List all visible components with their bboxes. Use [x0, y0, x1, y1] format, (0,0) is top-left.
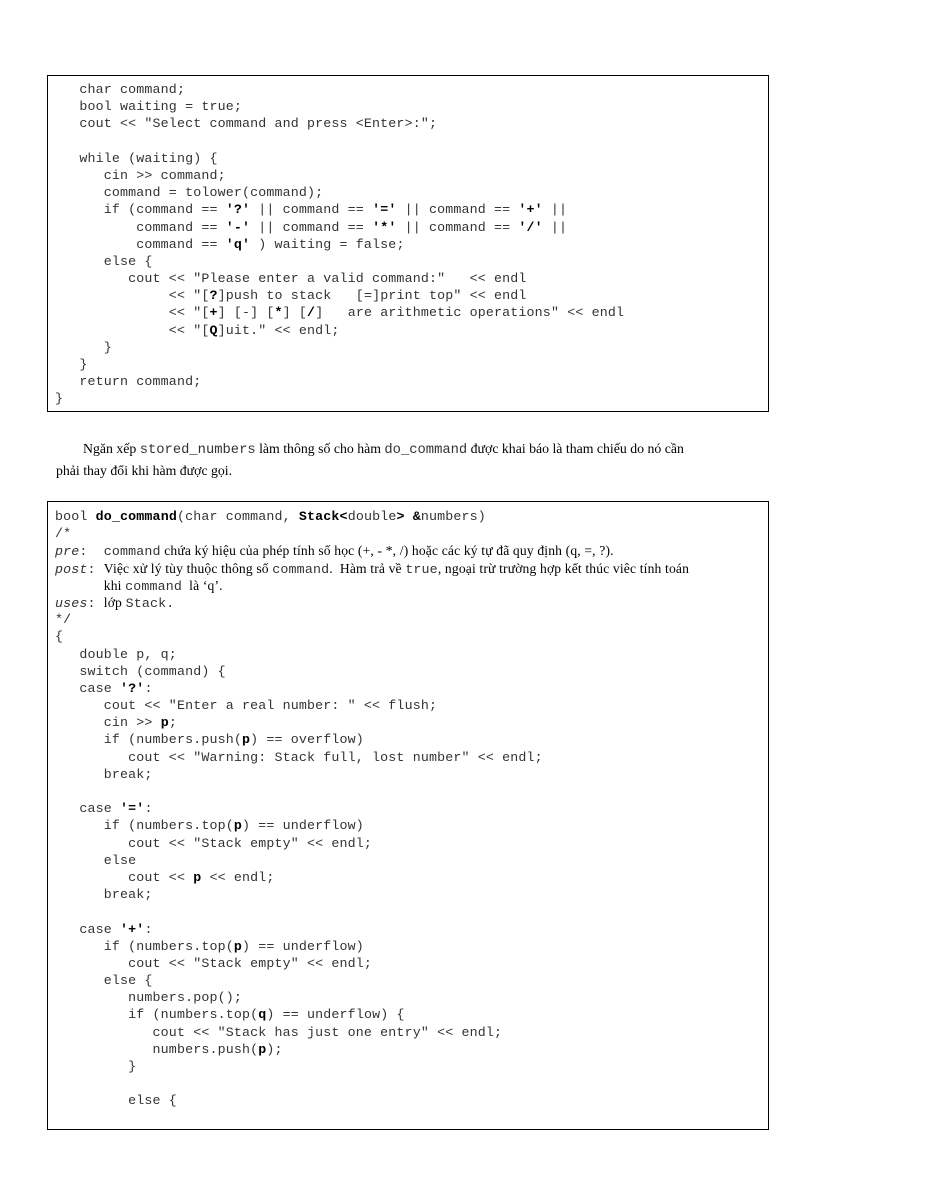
code-line [55, 852, 768, 869]
code-line [55, 731, 768, 748]
code-true: true [405, 561, 438, 577]
code-token: << "[ [55, 288, 210, 304]
code-bold-token: p [193, 869, 202, 885]
code-line [55, 783, 768, 800]
post-description: , ngoại trừ trường hợp kết thúc viêc tính toán [437, 560, 690, 576]
code-line [55, 219, 768, 236]
code-line [55, 646, 768, 663]
code-token: ]push to stack [=]print top" << endl [217, 288, 527, 304]
code-line [55, 714, 768, 731]
separator: : [87, 561, 104, 577]
code-bold-token: * [274, 305, 283, 321]
code-token: else { [55, 973, 153, 989]
comment-uses [48, 594, 768, 611]
code-token: */ [55, 612, 72, 628]
code-token: cout << [55, 869, 194, 885]
code-line [55, 322, 768, 339]
code-token: ; [168, 715, 177, 731]
code-token: cin >> [55, 715, 161, 731]
punctuation: . [166, 595, 175, 611]
code-do-command: do_command [384, 443, 468, 458]
code-line [55, 921, 768, 938]
code-line [55, 150, 768, 167]
code-line [55, 339, 768, 356]
code-line [55, 766, 768, 783]
code-line [55, 304, 768, 321]
code-line [55, 1024, 768, 1041]
code-token: break; [55, 766, 153, 782]
code-token: cin >> command; [55, 167, 226, 183]
code-line [55, 1006, 768, 1023]
code-token: while (waiting) { [55, 150, 218, 166]
code-token: if (numbers.top( [55, 818, 234, 834]
code-bold-token: p [233, 818, 242, 834]
code-token: || command == [396, 219, 519, 235]
code-token: || [542, 219, 568, 235]
code-token: numbers) [420, 509, 486, 524]
code-token: break; [55, 887, 153, 903]
code-token: || [542, 202, 568, 218]
code-token: /* [55, 526, 72, 542]
code-line [55, 697, 768, 714]
code-line [55, 287, 768, 304]
code-token: cout << "Warning: Stack full, lost number" << endl; [55, 749, 543, 765]
code-bold-token: Q [209, 322, 218, 338]
code-bold-token: 'q' [225, 236, 251, 252]
post-description: Việc xử lý tùy thuộc thông số [103, 560, 273, 576]
code-token: cout << "Please enter a valid command:" << endl [55, 271, 527, 287]
code-box-command-input [47, 75, 769, 412]
code-line [55, 749, 768, 766]
code-token: switch (command) { [55, 663, 226, 679]
code-token: else [55, 852, 137, 868]
code-bold-token: p [258, 1041, 267, 1057]
code-token: command == [55, 219, 226, 235]
code-bold-token: '=' [372, 202, 397, 218]
code-token: cout << "Stack empty" << endl; [55, 955, 373, 971]
code-line [55, 938, 768, 955]
code-token: ) == underflow) [242, 818, 364, 834]
code-bold-token: > & [396, 509, 421, 524]
para-text: làm thông số cho hàm [255, 441, 385, 456]
code-token: bool waiting = true; [55, 99, 242, 115]
code-line [55, 1041, 768, 1058]
code-token: command == [55, 236, 226, 252]
code-line [55, 253, 768, 270]
code-token: if (numbers.top( [55, 938, 234, 954]
code-line [55, 373, 768, 390]
code-line [55, 817, 768, 834]
code-line [55, 972, 768, 989]
para-text: được khai báo là tham chiếu do nó cần [467, 441, 684, 456]
code-token: ) == overflow) [250, 732, 364, 748]
code-line [55, 525, 768, 542]
code-token: } [55, 339, 112, 355]
code-block-body [48, 611, 768, 1109]
post-description: là ‘q’. [182, 577, 223, 593]
code-bold-token: + [209, 305, 218, 321]
code-token: double [347, 509, 397, 524]
code-bold-token: / [307, 305, 316, 321]
code-bold-token: '?' [225, 202, 251, 218]
code-token: command = tolower(command); [55, 185, 324, 201]
code-token: ) waiting = false; [250, 236, 405, 252]
code-bold-token: '+' [120, 921, 145, 937]
code-line [55, 270, 768, 287]
code-line [55, 869, 768, 886]
code-line [55, 628, 768, 645]
code-token: << "[ [55, 305, 210, 321]
post-label: post [55, 561, 88, 577]
code-line [55, 1092, 768, 1109]
code-token: : [144, 921, 153, 937]
code-line [55, 1075, 768, 1092]
code-bold-token: '+' [518, 202, 543, 218]
code-line [55, 989, 768, 1006]
code-token: bool [55, 509, 96, 524]
uses-label: uses [55, 595, 88, 611]
code-token: else { [55, 253, 153, 269]
code-bold-token: q [258, 1007, 267, 1023]
code-token: cout << "Select command and press <Enter>:"; [55, 116, 438, 132]
code-line [55, 133, 768, 150]
code-token: if (command == [55, 202, 226, 218]
pre-label: pre [55, 544, 80, 560]
code-token: << endl; [201, 869, 275, 885]
code-token: ); [266, 1041, 283, 1057]
code-token: (char command, [176, 509, 299, 524]
separator: : [79, 544, 104, 560]
code-box-do-command [47, 501, 769, 1130]
code-token: ) == underflow) { [266, 1007, 405, 1023]
code-command: command [125, 578, 183, 594]
code-token: || command == [250, 202, 373, 218]
code-bold-token: Stack< [298, 509, 348, 524]
code-token: << "[ [55, 322, 210, 338]
code-bold-token: '=' [120, 801, 145, 817]
code-line [55, 886, 768, 903]
code-token: || command == [396, 202, 519, 218]
code-token: case [55, 801, 121, 817]
code-line [55, 663, 768, 680]
code-bold-token: '*' [372, 219, 397, 235]
code-line [55, 356, 768, 373]
code-token: } [55, 391, 64, 407]
code-token: numbers.pop(); [55, 990, 242, 1006]
code-bold-token: p [241, 732, 251, 748]
code-line [55, 201, 768, 218]
code-stack: Stack [125, 595, 167, 611]
code-bold-token: p [233, 938, 242, 954]
code-token: || command == [250, 219, 373, 235]
code-line [55, 1058, 768, 1075]
code-token: } [55, 1059, 137, 1074]
code-bold-token: ? [209, 288, 218, 304]
code-block [48, 81, 768, 408]
code-line [55, 115, 768, 132]
code-line [55, 835, 768, 852]
code-line [55, 98, 768, 115]
code-token: if (numbers.top( [55, 1007, 259, 1023]
code-line [55, 167, 768, 184]
paragraph-stack-parameter [56, 438, 771, 462]
code-token: ] [-] [ [217, 305, 275, 321]
code-token: cout << "Stack has just one entry" << endl; [55, 1024, 503, 1040]
code-token: char command; [55, 82, 186, 97]
code-token: if (numbers.push( [55, 732, 242, 748]
code-bold-token: '?' [120, 680, 145, 696]
separator: : [87, 595, 104, 611]
code-token: ]uit." << endl; [217, 322, 340, 338]
code-token: { [55, 629, 64, 645]
para-text: Ngăn xếp [83, 441, 140, 456]
code-line [55, 390, 768, 407]
code-block-header [48, 508, 768, 542]
post-description: . Hàm trả về [329, 560, 406, 576]
code-token: : [144, 680, 153, 696]
code-line [55, 800, 768, 817]
code-token: ] are arithmetic operations" << endl [315, 305, 625, 321]
code-line [55, 81, 768, 98]
code-token: else { [55, 1093, 177, 1109]
code-line [55, 611, 768, 628]
code-command: command [272, 561, 330, 577]
code-line [55, 955, 768, 972]
code-token: case [55, 921, 121, 937]
code-token: : [144, 801, 153, 817]
code-token: ) == underflow) [242, 938, 364, 954]
code-token: cout << "Stack empty" << endl; [55, 835, 373, 851]
code-line [55, 508, 768, 525]
code-token: double p, q; [55, 646, 177, 662]
code-token: cout << "Enter a real number: " << flush; [55, 698, 438, 714]
post-description: khi [103, 577, 126, 593]
code-token: return command; [55, 374, 202, 390]
code-token: ] [ [282, 305, 308, 321]
code-line [55, 236, 768, 253]
code-bold-token: do_command [95, 509, 177, 524]
code-line [55, 680, 768, 697]
code-command: command [103, 544, 161, 560]
code-line [55, 184, 768, 201]
pre-description: chứa ký hiệu của phép tính số học (+, - *, /) hoặc các ký tự đã quy định (q, =, ?). [160, 543, 614, 559]
code-token: } [55, 357, 88, 372]
code-bold-token: p [160, 715, 169, 731]
code-line [55, 903, 768, 920]
paragraph-continuation: phải thay đổi khi hàm được gọi. [56, 463, 233, 478]
code-bold-token: '-' [225, 219, 251, 235]
code-stored-numbers: stored_numbers [139, 443, 256, 458]
code-token: case [55, 680, 121, 696]
uses-description: lớp [103, 594, 126, 610]
comment-post [48, 560, 768, 594]
code-bold-token: '/' [518, 219, 543, 235]
code-token: numbers.push( [55, 1041, 259, 1057]
comment-pre [48, 542, 768, 559]
